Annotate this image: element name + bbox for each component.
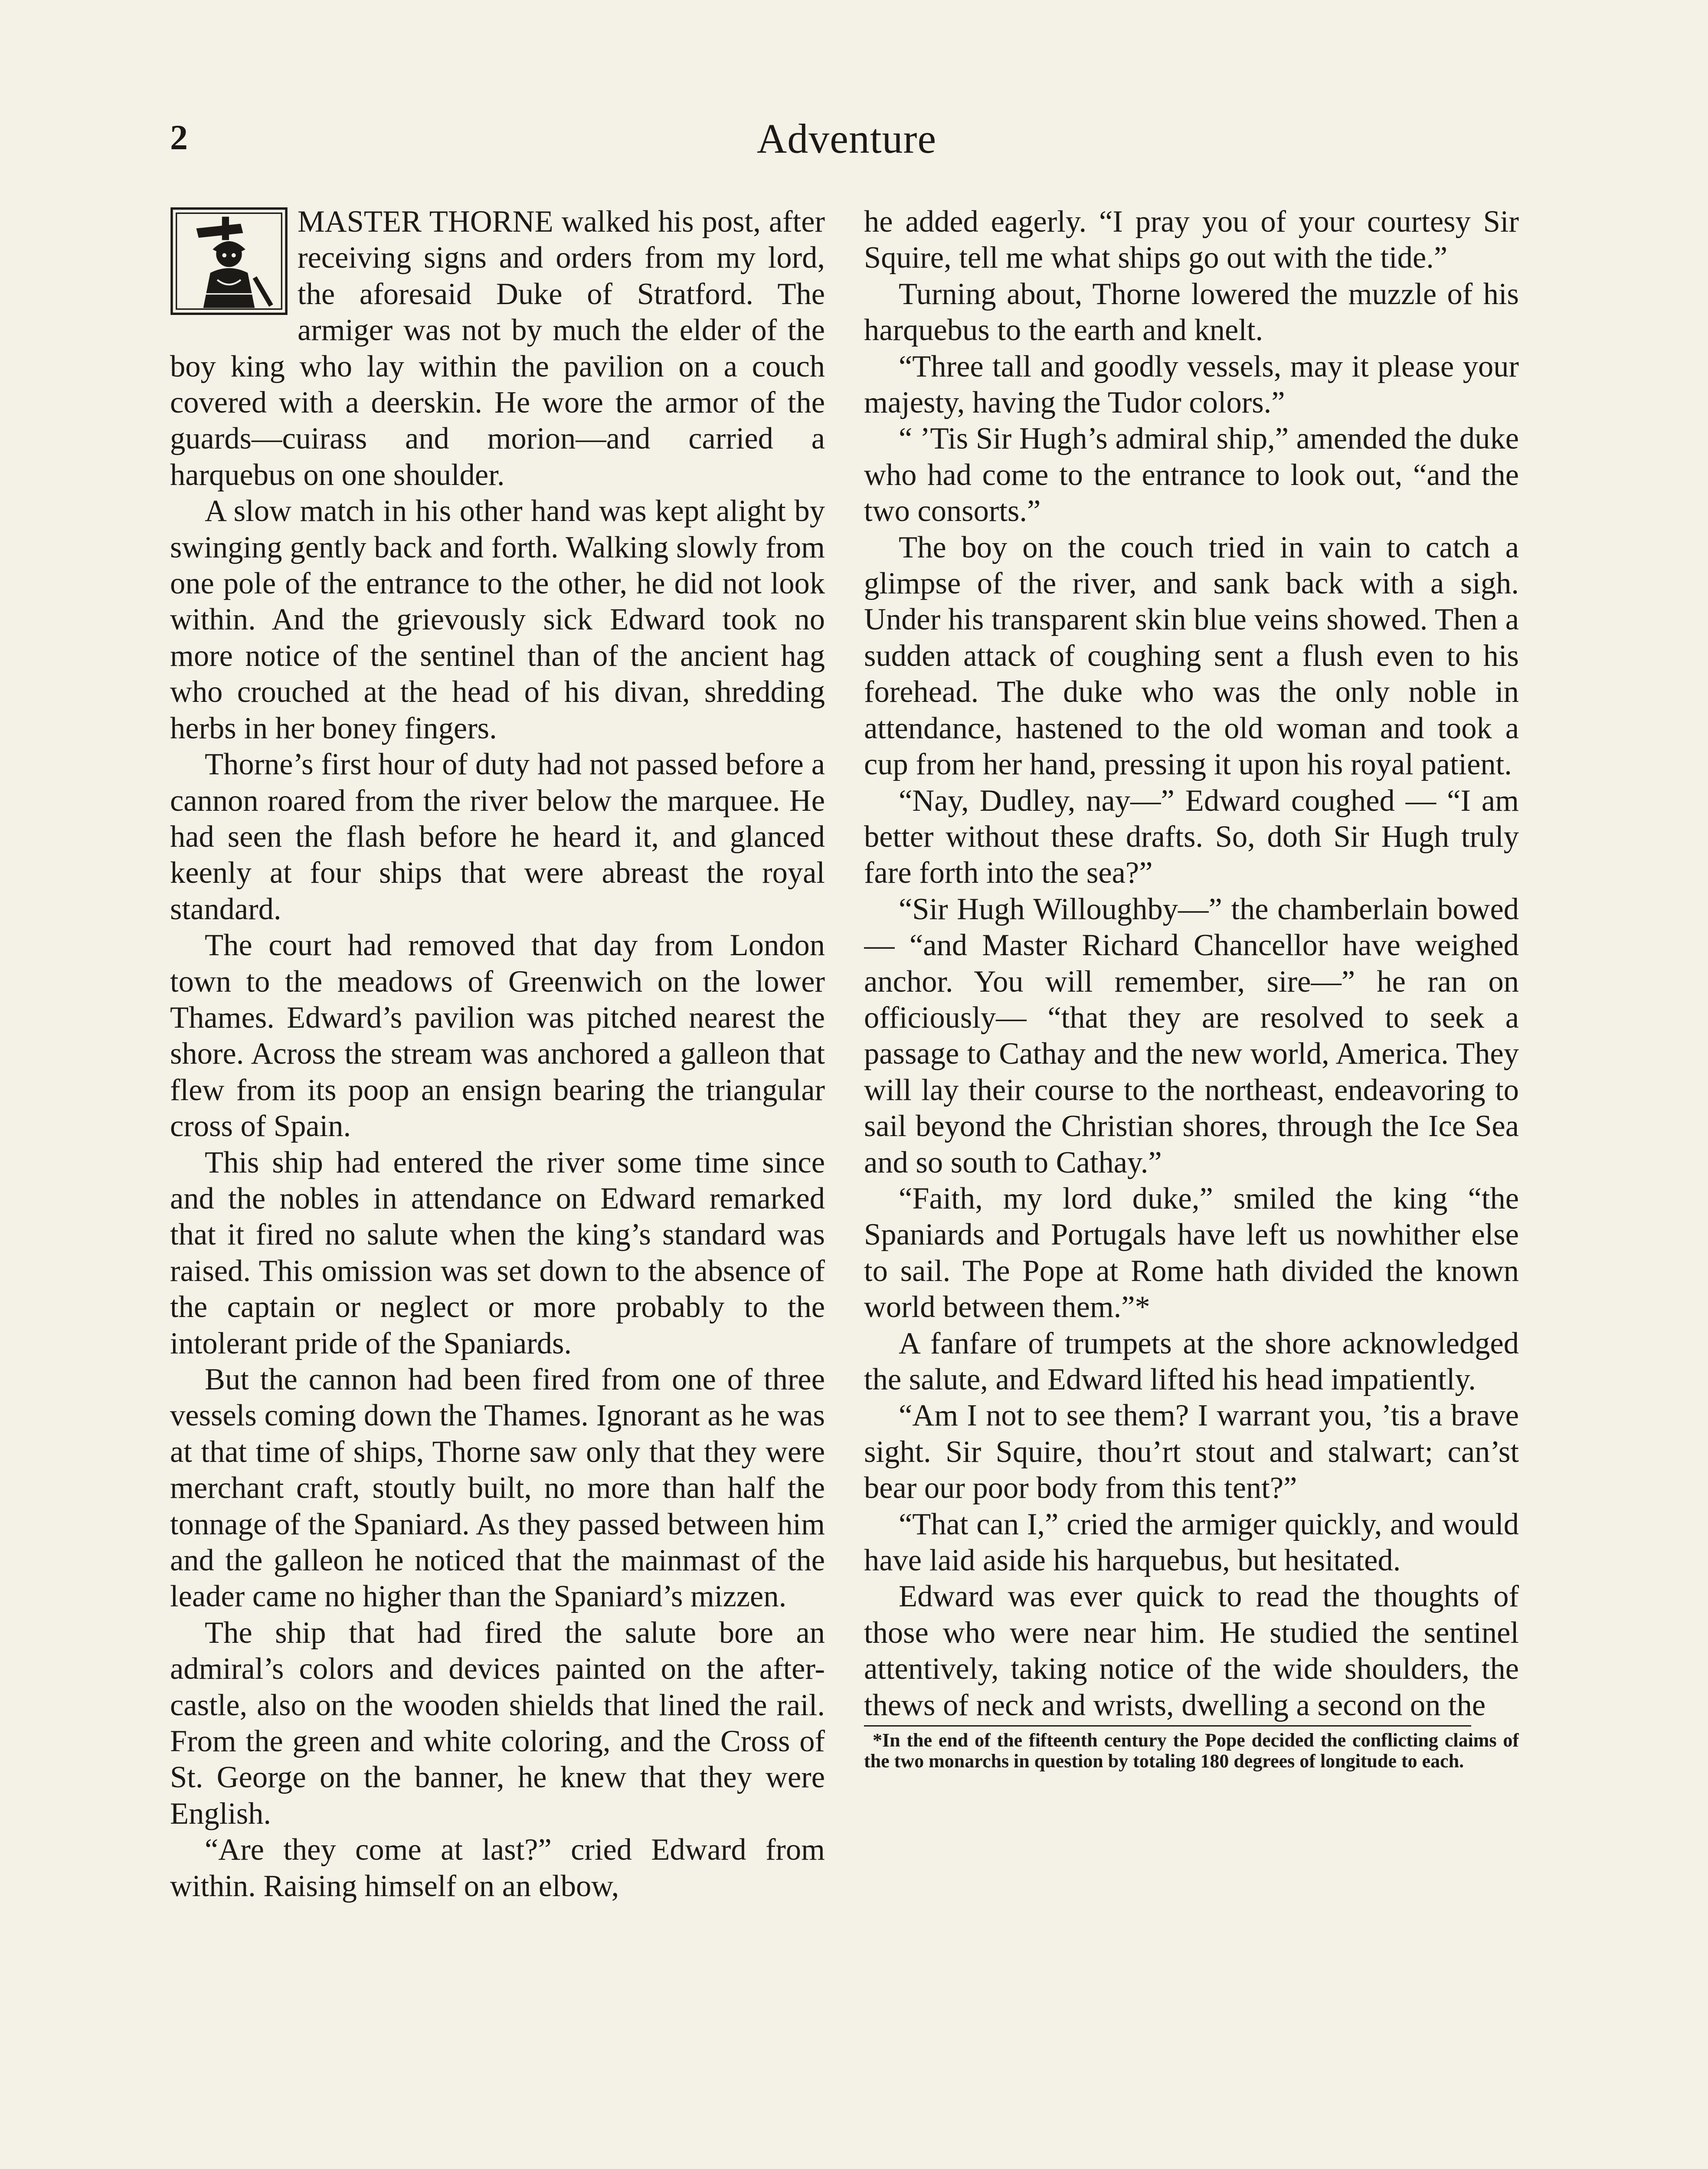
paragraph: Thorne’s first hour of duty had not passed before a cannon roared from the river below the marquee. He had seen the flash before he heard it, and glanced keenly at four ships that were abreast the royal standard. <box>170 747 825 926</box>
paragraph: “Am I not to see them? I warrant you, ’tis a brave sight. Sir Squire, thou’rt stout and stalwart; can’st bear our poor body from this tent?” <box>864 1399 1519 1505</box>
paragraph: “Nay, Dudley, nay—” Edward coughed — “I am better without these drafts. So, doth Sir Hugh truly fare forth into the sea?” <box>864 783 1519 890</box>
paragraph: The boy on the couch tried in vain to catch a glimpse of the river, and sank back with a sigh. Under his transparent skin blue veins showed. Then a sudden attack of coughing sent a flush even to his forehead. The duke who was the only noble in attendance, hastened to the old woman and took a cup from her hand, pressing it upon his royal patient. <box>864 530 1519 782</box>
paragraph: “That can I,” cried the armiger quickly, and would have laid aside his harquebus, but hesitated. <box>864 1507 1519 1578</box>
left-column <box>170 204 825 2169</box>
paragraph: he added eagerly. “I pray you of your courtesy Sir Squire, tell me what ships go out with the tide.” <box>864 205 1519 275</box>
paragraph: “Three tall and goodly vessels, may it please your majesty, having the Tudor colors.” <box>864 349 1519 420</box>
running-title: Adventure <box>756 115 937 162</box>
paragraph: “Are they come at last?” cried Edward from within. Raising himself on an elbow, <box>170 1833 825 1903</box>
right-column <box>864 204 1519 2169</box>
paragraph: Turning about, Thorne lowered the muzzle of his harquebus to the earth and knelt. <box>864 277 1519 347</box>
paragraph: “ ’Tis Sir Hugh’s admiral ship,” amended the duke who had come to the entrance to look out, “and the two consorts.” <box>864 422 1519 528</box>
paragraph: The ship that had fired the salute bore an admiral’s colors and devices painted on the after-castle, also on the wooden shields that lined the rail. From the green and white coloring, and the Cross of St. George on the banner, he knew that they were English. <box>170 1615 825 1831</box>
paragraph: A fanfare of trumpets at the shore acknowledged the salute, and Edward lifted his head impatiently. <box>864 1326 1519 1396</box>
footnote: *In the end of the fifteenth century the Pope decided the conflicting claims of the two monarchs in question by totaling 180 degrees of longitude to each. <box>864 1730 1519 1772</box>
drop-cap-illustration-icon <box>170 207 288 315</box>
paragraph: MASTER THORNE walked his post, after receiving signs and orders from my lord, the aforesaid Duke of Stratford. The armiger was not by much the elder of the boy king who lay within the pavilion on a couch covered with a deerskin. He wore the armor of the guards—cuirass and morion—and carried a harquebus on one shoulder. <box>170 205 825 492</box>
paragraph: A slow match in his other hand was kept alight by swinging gently back and forth. Walking slowly from one pole of the entrance to the other, he did not look within. And the grievously sick Edward took no more notice of the sentinel than of the ancient hag who crouched at the head of his divan, shredding herbs in her boney fingers. <box>170 494 825 745</box>
footnote-rule <box>864 1725 1471 1727</box>
paragraph: The court had removed that day from London town to the meadows of Greenwich on the lower Thames. Edward’s pavilion was pitched nearest the shore. Across the stream was anchored a galleon that flew from its poop an ensign bearing the triangular cross of Spain. <box>170 928 825 1143</box>
paragraph: But the cannon had been fired from one of three vessels coming down the Thames. Ignorant as he was at that time of ships, Thorne saw only that they were merchant craft, stoutly built, no more than half the tonnage of the Spaniard. As they passed between him and the galleon he noticed that the mainmast of the leader came no higher than the Spaniard’s mizzen. <box>170 1363 825 1614</box>
paragraph: “Sir Hugh Willoughby—” the chamberlain bowed— “and Master Richard Chancellor have weighed anchor. You will remember, sire—” he ran on officiously— “that they are resolved to seek a passage to Cathay and the new world, America. They will lay their course to the northeast, endeavoring to sail beyond the Christian shores, through the Ice Sea and so south to Cathay.” <box>864 892 1519 1180</box>
page-header <box>170 117 1523 165</box>
paragraph: Edward was ever quick to read the thoughts of those who were near him. He studied the sentinel attentively, taking notice of the wide shoulders, the thews of neck and wrists, dwelling a second on the <box>864 1579 1519 1722</box>
paragraph: This ship had entered the river some time since and the nobles in attendance on Edward remarked that it fired no salute when the king’s standard was raised. This omission was set down to the absence of the captain or neglect or more probably to the intolerant pride of the Spaniards. <box>170 1145 825 1360</box>
paragraph: “Faith, my lord duke,” smiled the king “the Spaniards and Portugals have left us nowhither else to sail. The Pope at Rome hath divided the known world between them.”* <box>864 1181 1519 1324</box>
page-number: 2 <box>170 118 188 157</box>
